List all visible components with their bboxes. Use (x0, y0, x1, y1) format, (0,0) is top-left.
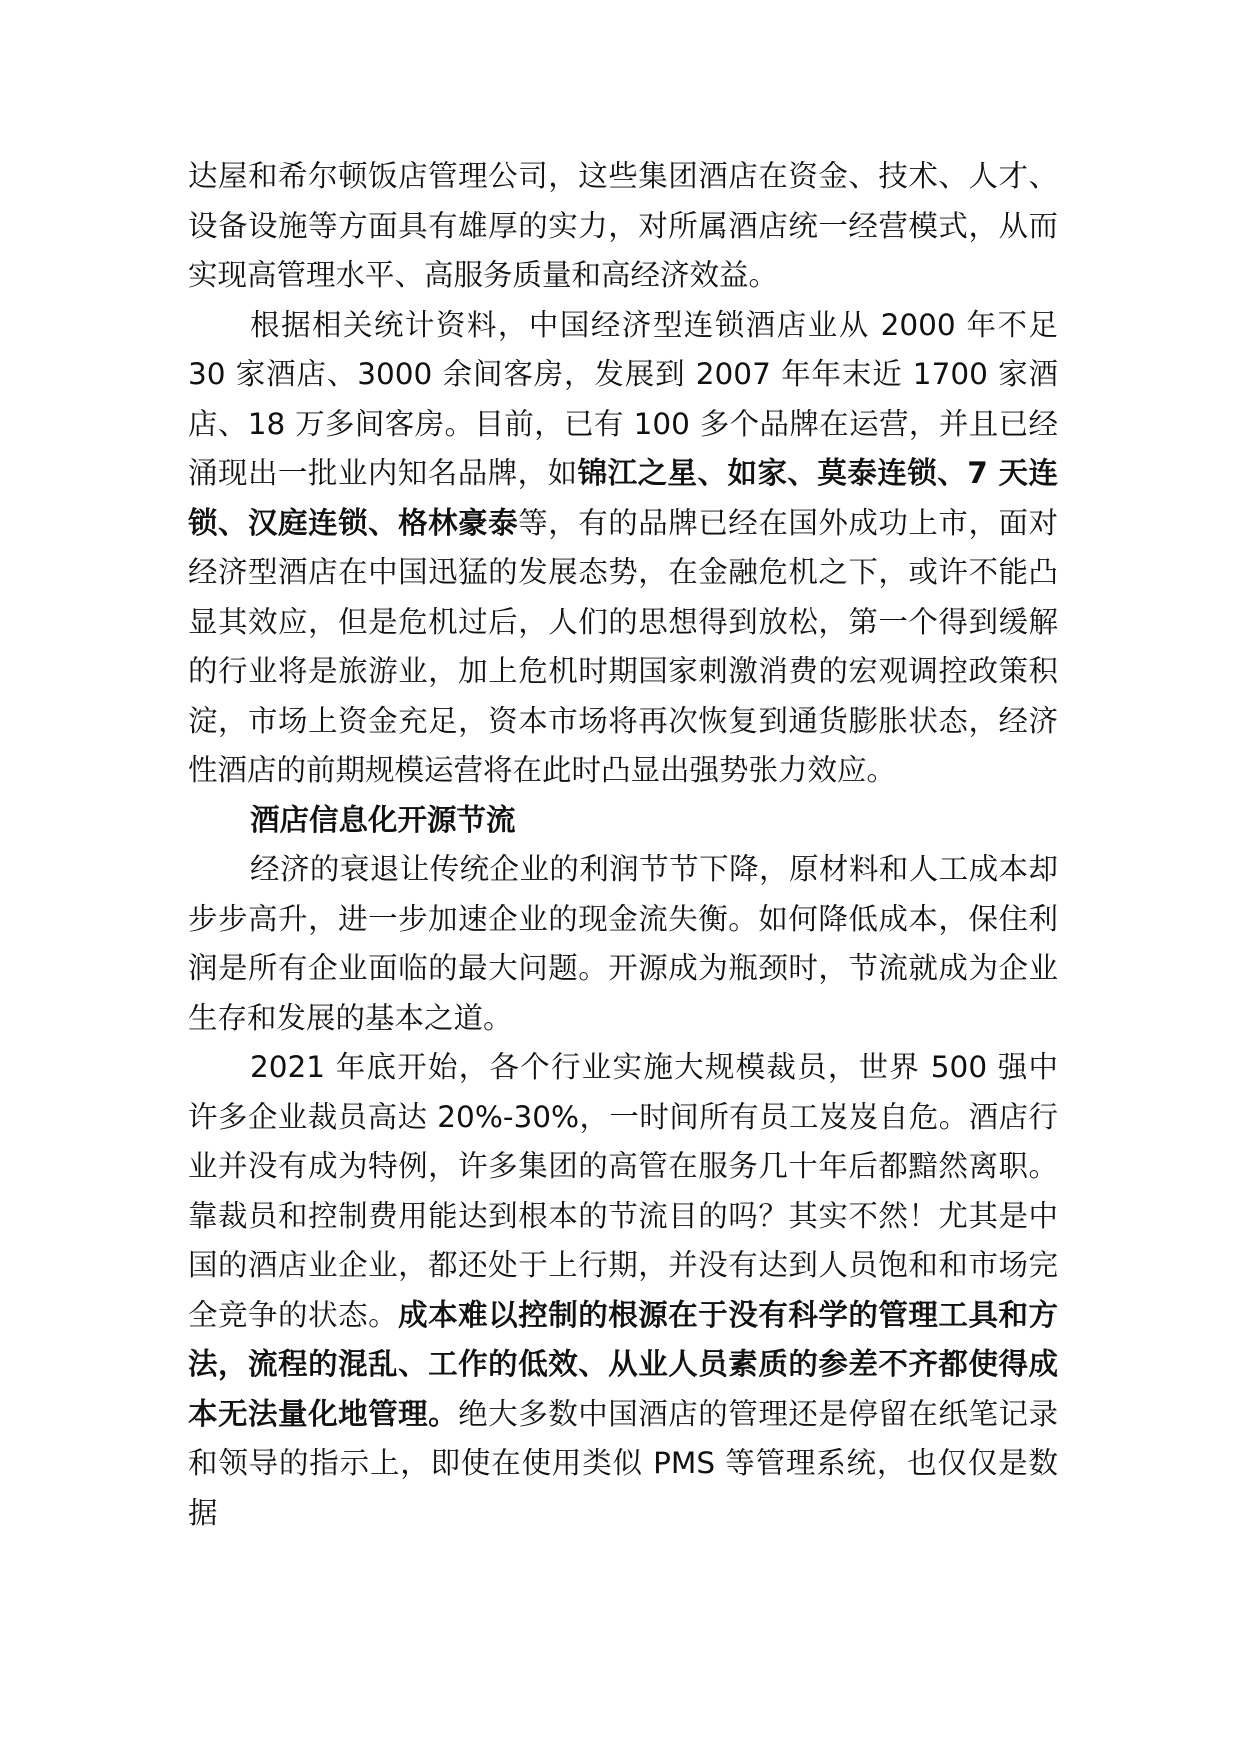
paragraph-4 (188, 1043, 1058, 1538)
paragraph-4-text-b: 绝大多数中国酒店的管理还是停留在纸笔记录和领导的指示上，即使在使用类似 PMS 等管理系统，也仅仅是数据 (188, 1396, 1058, 1530)
paragraph-1-text: 达屋和希尔顿饭店管理公司，这些集团酒店在资金、技术、人才、设备设施等方面具有雄厚的实力，对所属酒店统一经营模式，从而实现高管理水平、高服务质量和高经济效益。 (188, 159, 1058, 292)
document-page (188, 152, 1058, 1538)
paragraph-4-bold-statement: 成本难以控制的根源在于没有科学的管理工具和方法，流程的混乱、工作的低效、从业人员素质的参差不齐都使得成本无法量化地管理。 (188, 1297, 1058, 1431)
paragraph-3-text: 经济的衰退让传统企业的利润节节下降，原材料和人工成本却步步高升，进一步加速企业的现金流失衡。如何降低成本，保住利润是所有企业面临的最大问题。开源成为瓶颈时，节流就成为企业生存和发展的基本之道。 (188, 852, 1058, 1035)
paragraph-2-bold-brands: 锦江之星、如家、莫泰连锁、7 天连锁、汉庭连锁、格林豪泰 (188, 456, 1058, 540)
paragraph-2-text-b: 等，有的品牌已经在国外成功上市，面对经济型酒店在中国迅猛的发展态势，在金融危机之下，或许不能凸显其效应，但是危机过后，人们的思想得到放松，第一个得到缓解的行业将是旅游业，加上危机时期国家刺激消费的宏观调控政策积淀，市场上资金充足，资本市场将再次恢复到通货膨胀状态，经济性酒店的前期规模运营将在此时凸显出强势张力效应。 (188, 505, 1058, 787)
paragraph-2-text-a: 根据相关统计资料，中国经济型连锁酒店业从 2000 年不足 30 家酒店、3000 余间客房，发展到 2007 年年末近 1700 家酒店、18 万多间客房。目前，已有 100 多个品牌在运营，并且已经涌现出一批业内知名品牌，如 (188, 307, 1058, 490)
paragraph-2 (188, 301, 1058, 796)
paragraph-4-text-a: 2021 年底开始，各个行业实施大规模裁员，世界 500 强中许多企业裁员高达 20%-30%，一时间所有员工岌岌自危。酒店行业并没有成为特例，许多集团的高管在服务几十年后都黯然离职。靠裁员和控制费用能达到根本的节流目的吗？其实不然！尤其是中国的酒店业企业，都还处于上行期，并没有达到人员饱和和市场完全竞争的状态。 (188, 1050, 1058, 1332)
paragraph-1 (188, 152, 1058, 301)
section-heading: 酒店信息化开源节流 (250, 802, 516, 837)
paragraph-3 (188, 845, 1058, 1043)
